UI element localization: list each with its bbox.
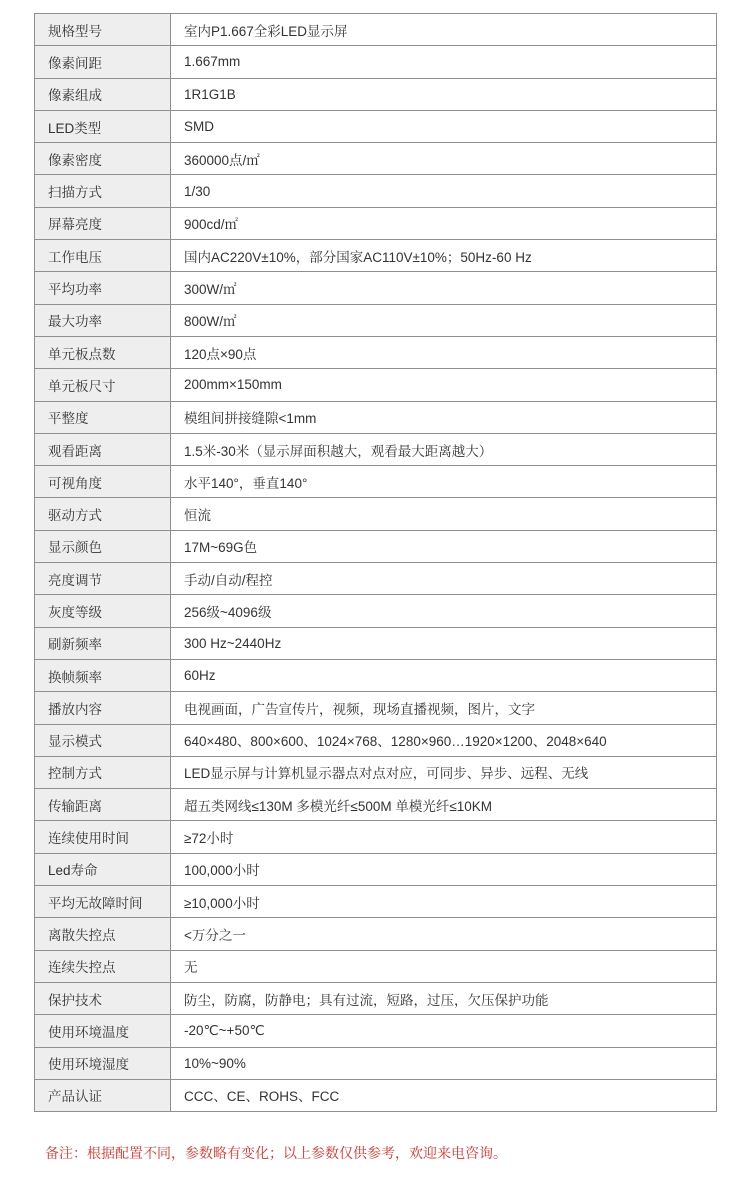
spec-row [35,143,717,175]
spec-label: 控制方式 [35,756,171,788]
spec-label: 连续使用时间 [35,821,171,853]
spec-row [35,175,717,207]
spec-label: 工作电压 [35,240,171,272]
spec-value: 300W/㎡ [171,272,717,304]
spec-value: -20℃~+50℃ [171,1015,717,1047]
spec-row [35,207,717,239]
spec-row [35,401,717,433]
spec-label: 换帧频率 [35,659,171,691]
spec-row [35,982,717,1014]
spec-value: 1/30 [171,175,717,207]
spec-row [35,692,717,724]
spec-row [35,1079,717,1111]
spec-value: 室内P1.667全彩LED显示屏 [171,14,717,46]
spec-row [35,240,717,272]
spec-label: 显示模式 [35,724,171,756]
spec-value: 手动/自动/程控 [171,563,717,595]
spec-value: 60Hz [171,659,717,691]
spec-row [35,336,717,368]
spec-row [35,853,717,885]
spec-label: 传输距离 [35,789,171,821]
spec-label: 驱动方式 [35,498,171,530]
spec-value: 超五类网线≤130M 多模光纤≤500M 单模光纤≤10KM [171,789,717,821]
spec-row [35,46,717,78]
spec-value: CCC、CE、ROHS、FCC [171,1079,717,1111]
spec-value: 防尘，防腐，防静电；具有过流，短路，过压，欠压保护功能 [171,982,717,1014]
spec-row [35,595,717,627]
spec-value: 国内AC220V±10%，部分国家AC110V±10%；50Hz-60 Hz [171,240,717,272]
spec-row [35,1047,717,1079]
spec-row [35,433,717,465]
spec-label: 保护技术 [35,982,171,1014]
spec-value: 1.667mm [171,46,717,78]
spec-value: 900cd/㎡ [171,207,717,239]
spec-label: 像素组成 [35,78,171,110]
spec-row [35,110,717,142]
spec-label: 扫描方式 [35,175,171,207]
spec-value: 100,000小时 [171,853,717,885]
spec-label: 连续失控点 [35,950,171,982]
spec-row [35,886,717,918]
spec-label: 像素密度 [35,143,171,175]
spec-table-body [35,14,717,1112]
spec-value: 120点×90点 [171,336,717,368]
spec-value: 模组间拼接缝隙<1mm [171,401,717,433]
spec-row [35,756,717,788]
spec-row [35,530,717,562]
spec-row [35,821,717,853]
spec-label: 产品认证 [35,1079,171,1111]
spec-value: 360000点/㎡ [171,143,717,175]
spec-label: 最大功率 [35,304,171,336]
spec-row [35,78,717,110]
spec-value: 300 Hz~2440Hz [171,627,717,659]
spec-value: 640×480、800×600、1024×768、1280×960…1920×1200、2048×640 [171,724,717,756]
spec-label: 平整度 [35,401,171,433]
spec-label: 观看距离 [35,433,171,465]
spec-value: SMD [171,110,717,142]
spec-value: 水平140°，垂直140° [171,466,717,498]
spec-row [35,918,717,950]
spec-label: 离散失控点 [35,918,171,950]
spec-label: 规格型号 [35,14,171,46]
spec-value: 17M~69G色 [171,530,717,562]
spec-value: 无 [171,950,717,982]
spec-row [35,498,717,530]
spec-label: 使用环境湿度 [35,1047,171,1079]
spec-label: 可视角度 [35,466,171,498]
spec-value: 1R1G1B [171,78,717,110]
disclaimer-note: 备注：根据配置不同，参数略有变化；以上参数仅供参考，欢迎来电咨询。 [45,1145,507,1161]
spec-row [35,950,717,982]
spec-row [35,1015,717,1047]
spec-value: <万分之一 [171,918,717,950]
spec-table [34,13,717,1112]
spec-value: 1.5米-30米（显示屏面积越大，观看最大距离越大） [171,433,717,465]
spec-label: LED类型 [35,110,171,142]
spec-row [35,724,717,756]
spec-label: 单元板点数 [35,336,171,368]
spec-label: 平均功率 [35,272,171,304]
spec-value: 800W/㎡ [171,304,717,336]
spec-label: 显示颜色 [35,530,171,562]
spec-row [35,789,717,821]
spec-row [35,304,717,336]
spec-row [35,14,717,46]
spec-label: 像素间距 [35,46,171,78]
spec-row [35,466,717,498]
spec-row [35,627,717,659]
spec-row [35,369,717,401]
spec-label: 平均无故障时间 [35,886,171,918]
spec-label: 刷新频率 [35,627,171,659]
spec-label: 屏幕亮度 [35,207,171,239]
spec-label: 播放内容 [35,692,171,724]
spec-value: 256级~4096级 [171,595,717,627]
spec-label: 灰度等级 [35,595,171,627]
spec-value: 恒流 [171,498,717,530]
spec-value: 电视画面，广告宣传片，视频，现场直播视频，图片，文字 [171,692,717,724]
spec-row [35,272,717,304]
spec-value: ≥10,000小时 [171,886,717,918]
spec-value: ≥72小时 [171,821,717,853]
spec-value: LED显示屏与计算机显示器点对点对应，可同步、异步、远程、无线 [171,756,717,788]
spec-value: 10%~90% [171,1047,717,1079]
spec-row [35,563,717,595]
spec-label: 亮度调节 [35,563,171,595]
spec-label: Led寿命 [35,853,171,885]
spec-row [35,659,717,691]
spec-label: 单元板尺寸 [35,369,171,401]
spec-value: 200mm×150mm [171,369,717,401]
spec-label: 使用环境温度 [35,1015,171,1047]
